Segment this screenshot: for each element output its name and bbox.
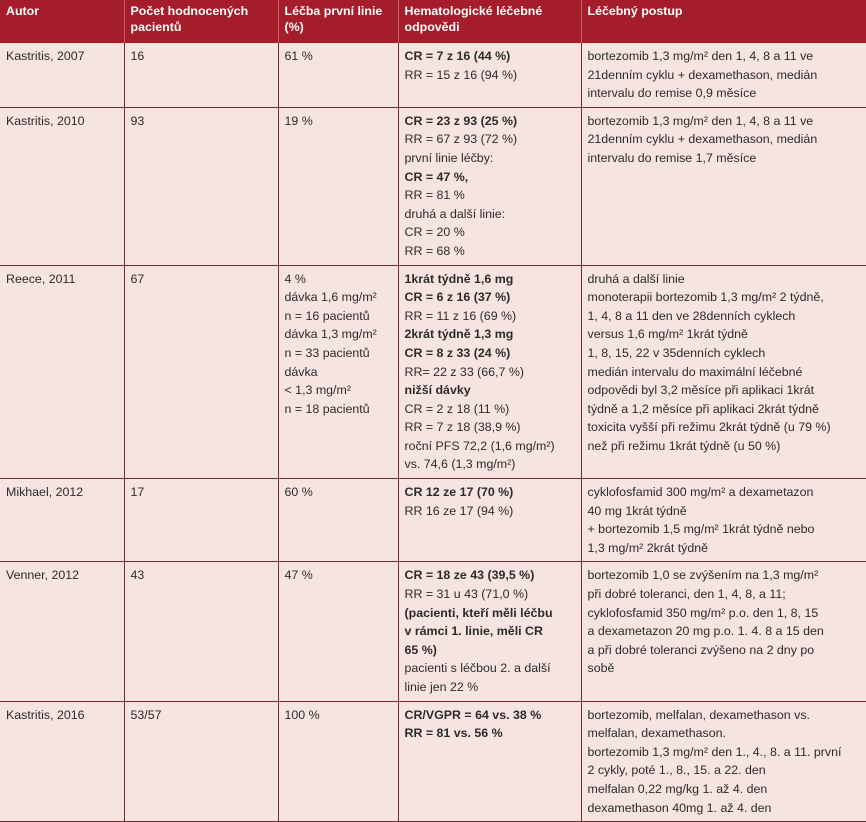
cell-line: < 1,3 mg/m² (284, 383, 351, 398)
cell-line: bortezomib 1,3 mg/m² den 1., 4., 8. a 11. první (587, 744, 842, 759)
cell-patients: 43 (124, 562, 278, 701)
cell-line: dávka (284, 364, 318, 379)
cell-line: melfalan 0,22 mg/kg 1. až 4. den (587, 781, 768, 796)
cell-line: bortezomib 1,3 mg/m² den 1, 4, 8 a 11 ve (587, 49, 814, 63)
cell-patients: 16 (124, 43, 278, 107)
cell-line: cyklofosfamid 300 mg/m² a dexametazon (587, 485, 814, 500)
cell-line: linie jen 22 % (404, 680, 479, 694)
cell-line: odpovědi byl 3,2 měsíce při aplikaci 1krát (587, 383, 815, 398)
cell-line: intervalu do remise 0,9 měsíce (587, 86, 757, 101)
cell-line: vs. 74,6 (1,3 mg/m²) (404, 457, 516, 472)
cell-author: Venner, 2012 (0, 562, 124, 701)
cell-line: CR = 23 z 93 (25 %) (404, 113, 518, 128)
cell-first-line (278, 107, 398, 265)
cell-line: toxicita vyšší při režimu 2krát týdně (u 79 %) (587, 420, 831, 435)
cell-author: Kastritis, 2007 (0, 43, 124, 107)
cell-line: 60 % (284, 485, 313, 500)
cell-line: RR = 68 % (404, 243, 465, 258)
cell-line: 1, 8, 15, 22 v 35denních cyklech (587, 345, 766, 360)
cell-line: (pacienti, kteří měli léčbu (404, 605, 553, 620)
cell-line: 47 % (284, 568, 313, 583)
cell-line: při dobré toleranci, den 1, 4, 8, a 11; (587, 587, 786, 602)
cell-line: RR = 67 z 93 (72 %) (404, 132, 518, 147)
header-first-line: Léčba první linie (%) (278, 0, 398, 43)
cell-line: RR = 7 z 18 (38,9 %) (404, 420, 521, 435)
cell-author: Reece, 2011 (0, 265, 124, 479)
cell-line: bortezomib, melfalan, dexamethason vs. (587, 707, 810, 722)
cell-line: 4 % (284, 271, 306, 286)
cell-line: n = 16 pacientů (284, 308, 370, 323)
cell-line: než při režimu 1krát týdně (u 50 %) (587, 438, 781, 453)
cell-line: RR = 81 % (404, 188, 465, 203)
cell-line: versus 1,6 mg/m² 1krát týdně (587, 327, 748, 342)
cell-line: 1krát týdně 1,6 mg (404, 271, 514, 286)
header-procedure: Léčebný postup (581, 0, 866, 43)
cell-line: CR = 2 z 18 (11 %) (404, 401, 510, 416)
cell-line: první linie léčby: (404, 150, 494, 165)
cell-author: Kastritis, 2016 (0, 701, 124, 822)
cell-line: melfalan, dexamethason. (587, 726, 726, 741)
cell-line: cyklofosfamid 350 mg/m² p.o. den 1, 8, 15 (587, 605, 819, 620)
cell-line: dávka 1,3 mg/m² (284, 327, 377, 342)
cell-procedure (581, 43, 866, 107)
cell-line: bortezomib 1,3 mg/m² den 1, 4, 8 a 11 ve (587, 113, 814, 128)
table-row (0, 479, 866, 562)
cell-line: bortezomib 1,0 se zvýšením na 1,3 mg/m² (587, 568, 819, 583)
cell-line: CR = 47 %, (404, 169, 469, 184)
cell-first-line (278, 701, 398, 822)
table-row (0, 701, 866, 822)
cell-line: a dexametazon 20 mg p.o. 1. 4. 8 a 15 den (587, 624, 824, 639)
cell-line: sobě (587, 661, 615, 676)
cell-procedure (581, 265, 866, 479)
cell-line: n = 33 pacientů (284, 345, 370, 360)
cell-line: CR/VGPR = 64 vs. 38 % (404, 707, 542, 722)
cell-line: 100 % (284, 707, 320, 722)
header-row (0, 0, 866, 43)
cell-line: CR = 6 z 16 (37 %) (404, 290, 511, 305)
cell-line: 61 % (284, 49, 313, 63)
cell-patients: 53/57 (124, 701, 278, 822)
cell-first-line (278, 43, 398, 107)
cell-response (398, 107, 581, 265)
cell-line: CR = 8 z 33 (24 %) (404, 345, 511, 360)
cell-line: intervalu do remise 1,7 měsíce (587, 150, 757, 165)
cell-line: roční PFS 72,2 (1,6 mg/m²) (404, 438, 555, 453)
cell-line: CR = 20 % (404, 225, 465, 240)
cell-procedure (581, 701, 866, 822)
cell-patients: 67 (124, 265, 278, 479)
cell-line: druhá a další linie (587, 271, 685, 286)
cell-response (398, 43, 581, 107)
cell-line: 19 % (284, 113, 313, 128)
header-response: Hematologické léčebné odpovědi (398, 0, 581, 43)
cell-line: + bortezomib 1,5 mg/m² 1krát týdně nebo (587, 522, 815, 537)
cell-line: RR = 81 vs. 56 % (404, 726, 503, 741)
cell-line: dexamethason 40mg 1. až 4. den (587, 800, 772, 815)
cell-procedure (581, 479, 866, 562)
cell-author: Kastritis, 2010 (0, 107, 124, 265)
cell-line: v rámci 1. linie, měli CR (404, 624, 543, 639)
table-header (0, 0, 866, 43)
cell-line: 2krát týdně 1,3 mg (404, 327, 514, 342)
table-row (0, 562, 866, 701)
cell-line: pacienti s léčbou 2. a další (404, 661, 551, 676)
cell-line: dávka 1,6 mg/m² (284, 290, 377, 305)
cell-line: CR = 7 z 16 (44 %) (404, 49, 511, 63)
table-row (0, 265, 866, 479)
cell-line: monoterapii bortezomib 1,3 mg/m² 2 týdně, (587, 290, 824, 305)
cell-line: CR 12 ze 17 (70 %) (404, 485, 514, 500)
cell-line: 21denním cyklu + dexamethason, medián (587, 67, 818, 82)
cell-line: n = 18 pacientů (284, 401, 370, 416)
cell-line: 1, 4, 8 a 11 den ve 28denních cyklech (587, 308, 796, 323)
cell-line: RR = 11 z 16 (69 %) (404, 308, 517, 323)
cell-response (398, 265, 581, 479)
cell-line: RR= 22 z 33 (66,7 %) (404, 364, 524, 379)
cell-line: 1,3 mg/m² 2krát týdně (587, 540, 709, 555)
cell-line: nižší dávky (404, 383, 471, 398)
header-patients: Počet hodnocených pacientů (124, 0, 278, 43)
cell-line: RR = 15 z 16 (94 %) (404, 67, 518, 82)
cell-line: týdně a 1,2 měsíce při aplikaci 2krát týdně (587, 401, 819, 416)
cell-line: druhá a další linie: (404, 206, 506, 221)
cell-line: a při dobré toleranci zvýšeno na 2 dny po (587, 642, 815, 657)
cell-patients: 17 (124, 479, 278, 562)
cell-response (398, 701, 581, 822)
cell-line: 2 cykly, poté 1., 8., 15. a 22. den (587, 763, 766, 778)
table-row (0, 43, 866, 107)
table-body (0, 43, 866, 822)
cell-first-line (278, 479, 398, 562)
cell-line: 65 %) (404, 642, 437, 657)
cell-line: 40 mg 1krát týdně (587, 503, 687, 518)
header-author: Autor (0, 0, 124, 43)
cell-procedure (581, 107, 866, 265)
cell-response (398, 562, 581, 701)
cell-line: RR 16 ze 17 (94 %) (404, 503, 514, 518)
cell-line: medián intervalu do maximální léčebné (587, 364, 803, 379)
cell-line: RR = 31 u 43 (71,0 %) (404, 587, 529, 602)
cell-first-line (278, 265, 398, 479)
cell-patients: 93 (124, 107, 278, 265)
cell-author: Mikhael, 2012 (0, 479, 124, 562)
cell-procedure (581, 562, 866, 701)
cell-line: 21denním cyklu + dexamethason, medián (587, 132, 818, 147)
table-row (0, 107, 866, 265)
cell-first-line (278, 562, 398, 701)
cell-line: CR = 18 ze 43 (39,5 %) (404, 568, 535, 583)
cell-response (398, 479, 581, 562)
